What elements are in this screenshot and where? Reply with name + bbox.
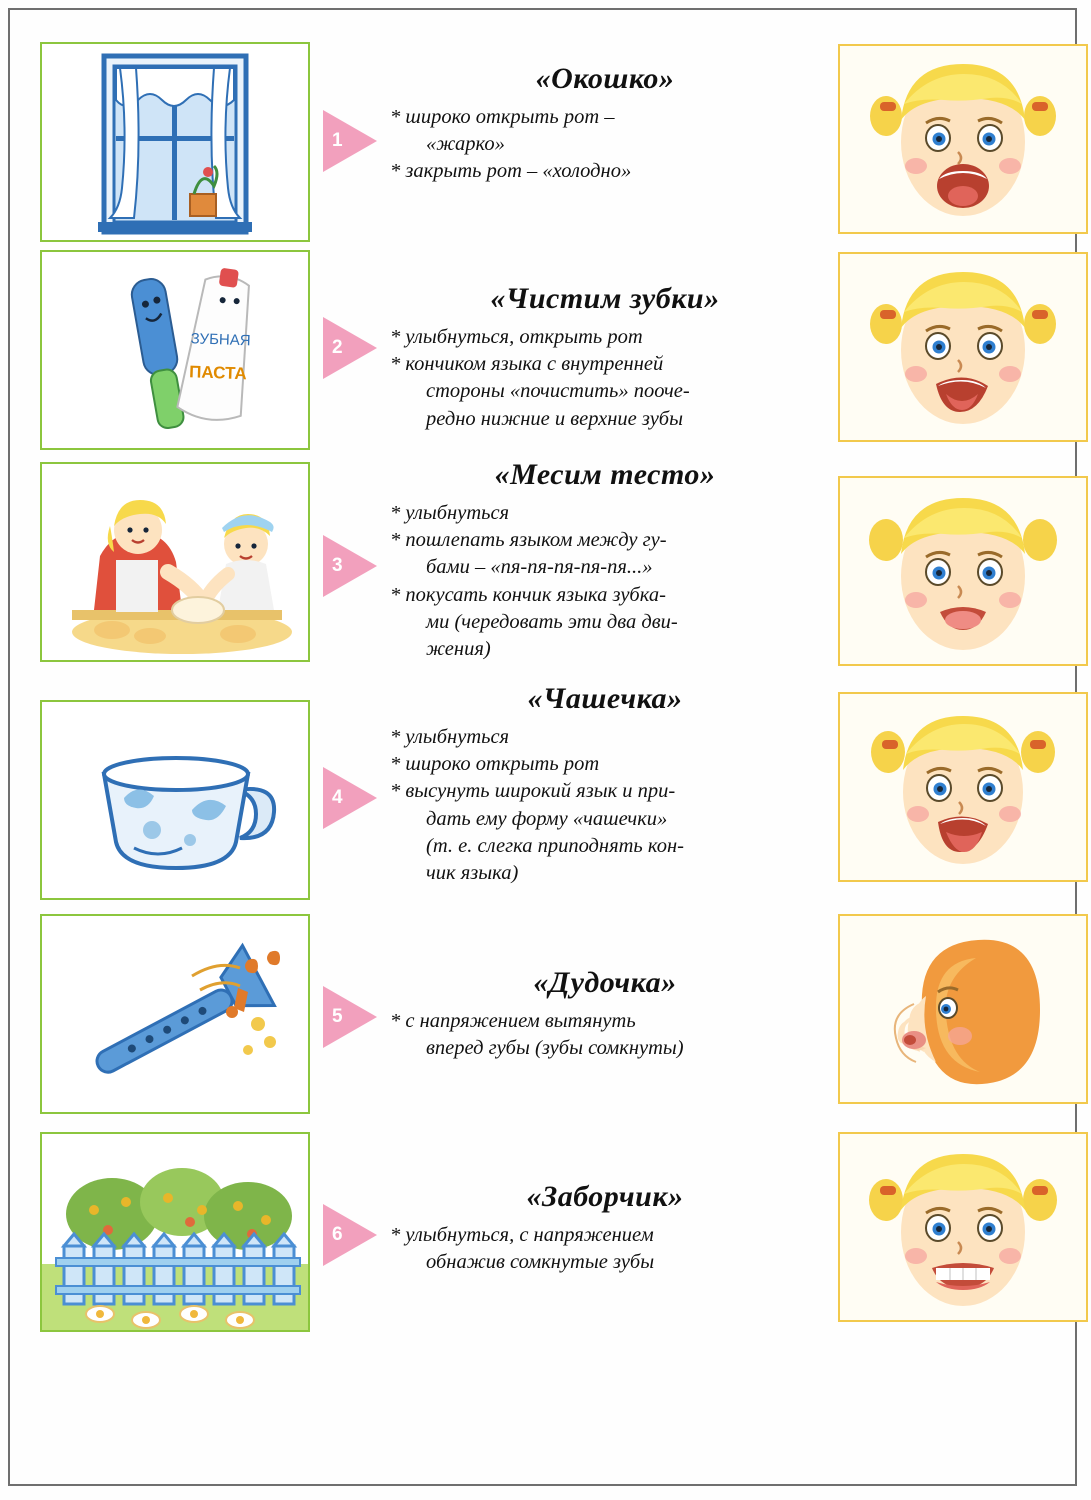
step-number: 6 (332, 1224, 343, 1245)
exercise-text (390, 1176, 820, 1276)
instruction-line: * улыбнуться, открыть рот (390, 326, 643, 348)
svg-text:ПАСТА: ПАСТА (188, 362, 248, 384)
exercise-text (390, 678, 820, 887)
exercise-instructions (390, 104, 820, 185)
instruction-line: * закрыть рот – «холодно» (390, 160, 632, 183)
step-number: 3 (332, 555, 343, 576)
exercise-instructions (390, 724, 820, 886)
instruction-line: * с напряжением вытянуть (390, 1010, 636, 1032)
pipe-flute-illustration (40, 914, 310, 1114)
step-arrow (310, 986, 390, 1048)
step-number: 1 (332, 130, 343, 151)
exercise-title: «Месим тесто» (494, 458, 716, 491)
instruction-line: * покусать кончик языка зубка- (390, 583, 666, 606)
girl-tongue-brushing-teeth (838, 252, 1088, 442)
exercise-list (20, 22, 1070, 1336)
instruction-line: редно нижние и верхние зубы (426, 407, 683, 430)
exercise-text (390, 454, 820, 663)
exercise-title: «Дудочка» (533, 966, 677, 999)
blue-cup-illustration (40, 700, 310, 900)
instruction-line: стороны «почистить» пооче- (426, 380, 690, 403)
exercise-row (20, 1118, 1060, 1332)
exercise-text (390, 278, 820, 433)
instruction-line: * кончиком языка с внутренней (390, 353, 664, 376)
step-number: 5 (332, 1006, 343, 1027)
instruction-line: обнажив сомкнутые зубы (426, 1251, 655, 1274)
exercise-instructions (390, 1222, 820, 1275)
exercise-row (20, 454, 1060, 666)
step-arrow (310, 767, 390, 829)
garden-fence-illustration (40, 1132, 310, 1332)
instruction-line: жения) (426, 638, 491, 661)
instruction-line: «жарко» (426, 133, 505, 156)
exercise-instructions (390, 1008, 820, 1061)
instruction-line: * улыбнуться, с напряжением (390, 1224, 654, 1246)
exercise-row (20, 246, 1060, 450)
instruction-line: вперед губы (зубы сомкнуты) (426, 1037, 684, 1060)
instruction-line: * широко открыть рот – (390, 106, 615, 128)
window-illustration (40, 42, 310, 242)
instruction-line: чик языка) (426, 862, 519, 885)
exercise-title: «Чашечка» (527, 682, 683, 715)
svg-text:ЗУБНАЯ: ЗУБНАЯ (190, 330, 251, 350)
girl-tongue-between-lips (838, 476, 1088, 666)
exercise-instructions (390, 500, 820, 662)
instruction-line: * улыбнуться (390, 502, 510, 524)
step-arrow (310, 317, 390, 379)
exercise-text (390, 962, 820, 1062)
girl-mouth-wide-open (838, 44, 1088, 234)
step-number: 2 (332, 337, 343, 358)
step-number: 4 (332, 787, 343, 808)
exercise-text (390, 58, 820, 186)
girl-smiling-showing-teeth (838, 1132, 1088, 1322)
exercise-title: «Окошко» (535, 62, 675, 95)
instruction-line: бами – «пя-пя-пя-пя-пя...» (426, 556, 653, 579)
instruction-line: * улыбнуться (390, 726, 510, 748)
step-arrow (310, 1204, 390, 1266)
instruction-line: ми (чередовать эти два дви- (426, 610, 678, 633)
toothbrush-and-toothpaste-illustration (40, 250, 310, 450)
exercise-row (20, 904, 1060, 1114)
instruction-line: * высунуть широкий язык и при- (390, 780, 676, 803)
exercise-title: «Заборчик» (526, 1180, 684, 1213)
step-arrow (310, 110, 390, 172)
exercise-instructions (390, 324, 820, 432)
mother-and-child-kneading-dough-illustration (40, 462, 310, 662)
instruction-line: (т. е. слегка приподнять кон- (426, 834, 684, 857)
exercise-row (20, 670, 1060, 900)
girl-tongue-cup-shape (838, 692, 1088, 882)
exercise-row (20, 22, 1060, 242)
exercise-title: «Чистим зубки» (490, 282, 720, 315)
girl-lips-pushed-forward-profile (838, 914, 1088, 1104)
instruction-line: * широко открыть рот (390, 753, 600, 776)
step-arrow (310, 535, 390, 597)
instruction-line: * пошлепать языком между гу- (390, 529, 667, 552)
instruction-line: дать ему форму «чашечки» (426, 807, 668, 830)
